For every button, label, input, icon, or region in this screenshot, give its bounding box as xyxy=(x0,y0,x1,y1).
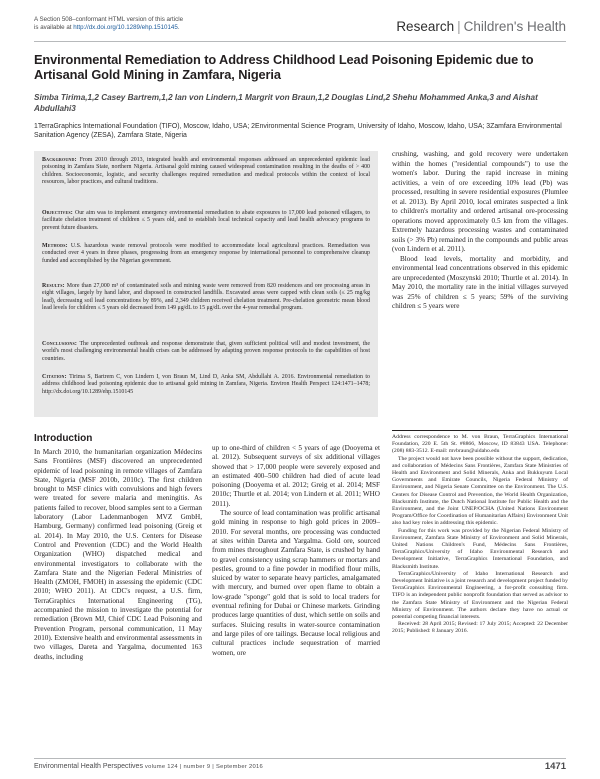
abstract-objectives-text: Our aim was to implement emergency environmental remediation to abate exposures to 17,000 lead poisoned villagers, to facilitate chelation treatment of children ≤ 5 years old, and to establish local technical capacity and lead health advocacy programs to prevent future disasters. xyxy=(42,210,370,231)
funding-note: Funding for this work was provided by the Nigerian Federal Ministry of Environment, Zamfara State Ministry of Environment and Solid Minerals, United Nations Children's Fund, Médecins Sans Frontières, TerraGraphics/University of Idaho Environmental Research and Development Initiative, TerraGraphics International Foundation, and Blacksmith Institute. xyxy=(392,527,568,570)
article-title: Environmental Remediation to Address Childhood Lead Poisoning Epidemic due to Artisanal Gold Mining in Zamfara, Nigeria xyxy=(34,52,534,82)
abstract-methods xyxy=(42,243,370,265)
accessible-version-note xyxy=(34,16,234,32)
abstract-methods-label: Methods: xyxy=(42,243,68,249)
introduction-column-2 xyxy=(212,444,380,658)
right-column-paragraph-1: crushing, washing, and gold recovery were undertaken within the homes ("residential compounds") to use the women's labor. During the rapid increase in mining activities, a vein of ore exceeding 10% lead (Pb) was processed, resulting in severe residential exposures (Plumlee et al. 2013). By April 2010, local emirates suspected a link to children's mortality and ordered artisanal ore-processing operations moved approximately 0.5 km from the villages. Extremely hazardous processing wastes and contaminated soils (> 3% Pb) remained in the compounds and public areas (von Lindern et al. 2011). xyxy=(392,150,568,253)
footer-rule xyxy=(34,758,566,759)
abstract-citation-label: Citation: xyxy=(42,374,67,380)
page-number: 1471 xyxy=(544,761,566,772)
note-line-1: A Section 508–conformant HTML version of this article xyxy=(34,16,184,23)
dates-note: Received: 28 April 2015; Revised: 17 July 2015; Accepted: 22 December 2015; Published: 8 January 2016. xyxy=(392,621,568,635)
abstract-methods-text: U.S. hazardous waste removal protocols were modified to accommodate local agricultural practices. Remediation was conducted over 4 years in three phases, progressing from an emergency response by international personnel to comprehensive cleanup funded and accomplished by the Nigerian government. xyxy=(42,243,370,264)
abstract-background xyxy=(42,157,370,187)
footnote-rule xyxy=(392,430,568,431)
abstract-objectives xyxy=(42,210,370,232)
introduction-paragraph-2: up to one-third of children < 5 years of age (Dooyema et al. 2012). Subsequent surveys of six additional villages showed that > 17,000 people were severely exposed and an estimated 400–500 children had died of acute lead poisoning (Dooyema et al. 2012; Greig et al. 2014; MSF 2010c; Thurtle et al. 2014; von Lindern et al. 2011; WHO 2011). xyxy=(212,444,380,508)
footer-journal-info xyxy=(34,763,263,770)
doi-link[interactable]: http://dx.doi.org/10.1289/ehp.1510145 xyxy=(73,24,178,32)
abstract-citation xyxy=(42,374,370,396)
competing-interests-note: TerraGraphics/University of Idaho International Research and Development Initiative is a joint research and development project funded by TerraGraphics Environmental Engineering, a for-profit consulting firm. TIFO is an independent public nonprofit foundation that served as advisor to the Zamfara State Ministry of Environment and the Nigerian Federal Ministry of Environment. The authors declare they have no actual or potential competing financial interests. xyxy=(392,570,568,621)
correspondence-note: Address correspondence to M. von Braun, TerraGraphics International Foundation, 220 E. 5th St. #8866, Moscow, ID 83843 USA. Telephone: (208) 883-3512. E-mail: mvbraun@uidaho.edu xyxy=(392,434,568,455)
right-column-body xyxy=(392,150,568,312)
running-head xyxy=(396,19,566,34)
header-rule xyxy=(34,41,566,42)
abstract-background-text: From 2010 through 2013, integrated health and environmental responses addressed an unprecedented epidemic lead poisoning in Zamfara State, northern Nigeria. Artisanal gold mining caused widespread contamination resulting in the deaths of > 400 children. Socioeconomic, logistic, and security challenges required remediation and medical protocols within the context of local resources, labor practices, and cultural traditions. xyxy=(42,157,370,186)
abstract-background-label: Background: xyxy=(42,157,77,163)
abstract-results-label: Results: xyxy=(42,283,65,289)
article-notes xyxy=(392,434,568,636)
introduction-paragraph-1: In March 2010, the humanitarian organization Médecins Sans Frontières (MSF) discovered an unprecedented epidemic of lead poisoning in remote villages of Zamfara State, Nigeria (MSF 2010b, 2010c). The first children brought to MSF clinics with convulsions and high fevers were treated for severe malaria and meningitis. As patients failed to recover, blood samples sent to a German laboratory (Labor Ladenmanbogen MVZ GmbH, Hamburg, Germany) confirmed lead poisoning (Greig et al. 2014). In May 2010, the U.S. Centers for Disease Control and Prevention (CDC) and the World Health Organization (WHO) dispatched medical and environmental investigators to collaborate with the Zamfara State and the Nigerian Federal Ministries of Health (ZMOH, FMOH) in assessing the epidemic (CDC 2010; WHO 2011). At CDC's request, a U.S. firm, TerraGraphics International Engineering (TG), accompanied the mission to investigate the potential for remediation (Brown MJ, Chief CDC Lead Poisoning and Prevention Program, personal communication, 11 May 2010). Extensive health and environmental assessments in two villages, Dareta and Yargalma, documented 163 deaths, including xyxy=(34,448,202,661)
author-list: Simba Tirima,1,2 Casey Bartrem,1,2 Ian von Lindern,1 Margrit von Braun,1,2 Douglas Lind,2 Shehu Mohammed Anka,3 and Aishat Abdullahi3 xyxy=(34,93,538,113)
note-line-2-suffix: . xyxy=(177,24,180,32)
section-name: Research xyxy=(396,19,455,34)
abstract-results-text: More than 27,000 m³ of contaminated soils and mining waste were removed from 820 residences and ore processing areas in eight villages, largely by hand labor, and disposed in constructed landfills. Excavated areas were capped with clean soils (≤ 25 mg/kg lead), decreasing soil lead concentrations by 89%, and 2,349 children received chelation treatment. Pre-chelation geometric mean blood lead levels for children ≤ 5 years old decreased from 149 μg/dL to 15 μg/dL over the 4-year remedial program. xyxy=(42,283,370,312)
introduction-paragraph-3: The source of lead contamination was prolific artisanal gold mining in response to high gold prices in 2009–2010. For several months, ore processing was conducted at sites within Dareta and Yargalma. Gold ore, sourced from mines throughout Zamfara State, is crushed by hand to gravel consistency using scrap hammers or mortars and pestles, ground to a fine powder in modified flour mills, sluiced by water to separate heavy particles, amalgamated with mercury, and burned over open flame to obtain a low-grade "sponge" gold that is sold to local traders for eventual refining for Dubai or Chinese markets. Grinding produces large quantities of dust, which settle on soils and surfaces. Sluicing results in water-source contamination and large piles of ore tailings. Because local religious and cultural practices include sequestration of married women, ore xyxy=(212,509,380,657)
affiliations: 1TerraGraphics International Foundation (TIFO), Moscow, Idaho, USA; 2Environmental Science Program, University of Idaho, Moscow, Idaho, USA; 3Zamfara Environmental Sanitation Agency (ZESA), Zamfara State, Nigeria xyxy=(34,123,562,140)
footer-journal-name: Environmental Health Perspectives xyxy=(34,763,143,770)
introduction-heading: Introduction xyxy=(34,433,93,444)
note-line-2 xyxy=(34,24,234,32)
abstract-citation-text: Tirima S, Bartrem C, von Lindern I, von Braun M, Lind D, Anka SM, Abdullahi A. 2016. Environmental remediation to address childhood lead poisoning epidemic due to artisanal gold mining in Zamfara, Nigeria. Environ Health Perspect 124:1471–1478; http://dx.doi.org/10.1289/ehp.1510145 xyxy=(42,374,370,395)
abstract-results xyxy=(42,283,370,313)
abstract-conclusions-label: Conclusions: xyxy=(42,341,78,347)
journal-section-name: Children's Health xyxy=(463,19,566,34)
abstract-conclusions xyxy=(42,341,370,363)
right-column-paragraph-2: Blood lead levels, mortality and morbidity, and environmental lead concentrations observed in this epidemic are unprecedented (Moszynski 2010; Thurtle et al. 2014). In May 2010, the mortality rate in the initial villages surveyed was 25% of children ≤ 5 years; 59% of the surviving children ≤ 5 years were xyxy=(392,254,568,310)
introduction-column-1 xyxy=(34,448,202,662)
abstract-conclusions-text: The unprecedented outbreak and response demonstrate that, given sufficient political will and modest investment, the world's most challenging environmental health crises can be addressed by adapting proven response protocols to the capabilities of host countries. xyxy=(42,341,370,362)
acknowledgment-note: The project would not have been possible without the support, dedication, and collaboration of Médecins Sans Frontières, Zamfara State Ministries of Health and Environment and Solid Minerals, Anka and Bukkuyum Local Governments and Emirate Councils, Nigeria Federal Ministry of Environment, and Nigeria Senate Committee on the Environment. The U.S. Centers for Disease Control and Prevention, the World Health Organization, Blacksmith Institute, the Dutch National Institute for Public Health and the Environment, and the Joint UNEP/OCHA (United Nations Environment Program/Office for Coordination of Humanitarian Affairs) Environment Unit also had key roles in addressing this epidemic. xyxy=(392,455,568,527)
abstract-objectives-label: Objectives: xyxy=(42,210,73,216)
section-separator: | xyxy=(457,19,461,34)
footer-volume-info: volume 124 | number 9 | September 2016 xyxy=(144,764,264,770)
note-line-2-prefix: is available at xyxy=(34,24,74,32)
